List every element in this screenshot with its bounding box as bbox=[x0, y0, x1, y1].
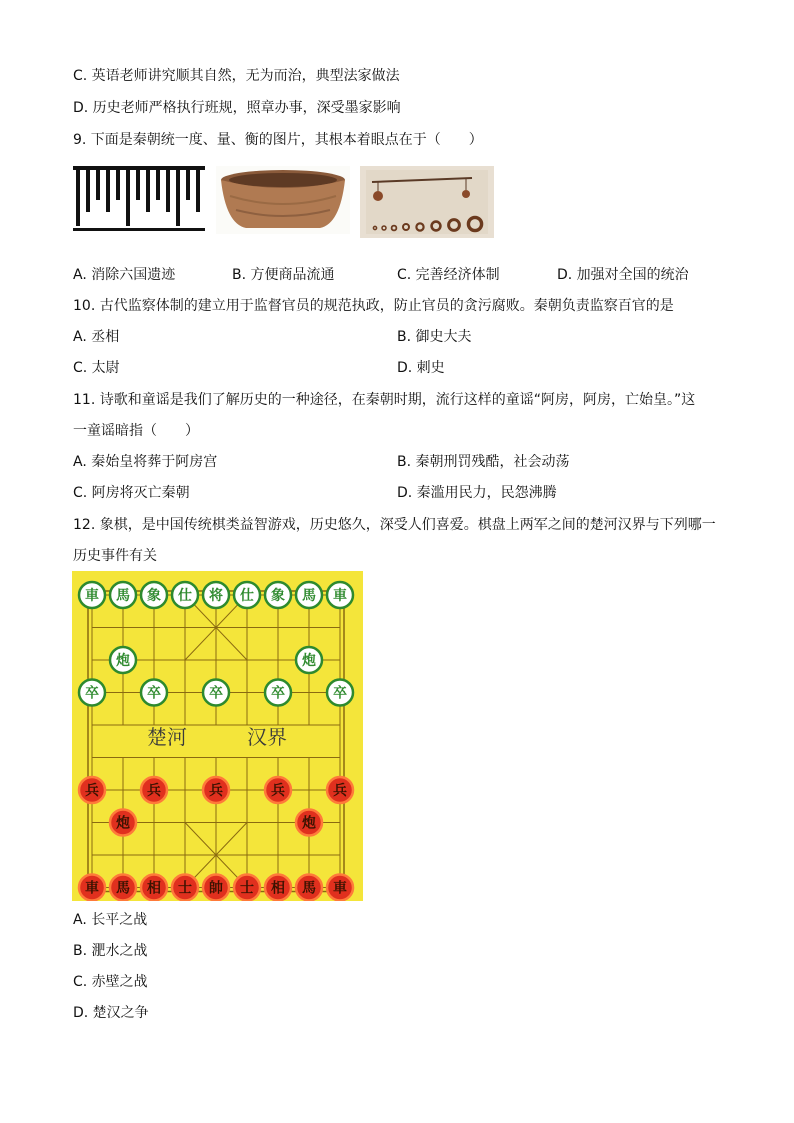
svg-text:卒: 卒 bbox=[271, 685, 285, 702]
q12-option-c: C. 赤壁之战 bbox=[73, 974, 148, 990]
green-piece bbox=[265, 582, 291, 608]
ruler-image bbox=[73, 166, 207, 234]
svg-text:将: 将 bbox=[209, 588, 223, 604]
red-piece bbox=[110, 810, 136, 836]
red-piece bbox=[203, 875, 229, 901]
green-piece bbox=[296, 582, 322, 608]
svg-text:馬: 馬 bbox=[302, 588, 316, 604]
svg-text:車: 車 bbox=[85, 588, 99, 604]
svg-text:帥: 帥 bbox=[209, 880, 223, 897]
green-piece bbox=[296, 647, 322, 673]
svg-text:相: 相 bbox=[147, 880, 161, 897]
green-piece bbox=[79, 582, 105, 608]
svg-text:仕: 仕 bbox=[240, 588, 254, 604]
question-12-line2: 历史事件有关 bbox=[73, 548, 157, 564]
svg-text:卒: 卒 bbox=[147, 685, 161, 702]
q11-option-b: B. 秦朝刑罚残酷，社会动荡 bbox=[397, 454, 570, 470]
green-piece bbox=[265, 680, 291, 706]
svg-text:炮: 炮 bbox=[116, 815, 130, 832]
q12-option-d: D. 楚汉之争 bbox=[73, 1005, 149, 1021]
svg-text:炮: 炮 bbox=[116, 653, 130, 669]
steelyard-weights-image bbox=[360, 166, 494, 238]
red-piece bbox=[141, 875, 167, 901]
q10-option-c: C. 太尉 bbox=[73, 360, 120, 376]
red-piece bbox=[327, 875, 353, 901]
q11-option-a: A. 秦始皇将葬于阿房宫 bbox=[73, 454, 218, 470]
green-piece bbox=[234, 582, 260, 608]
svg-text:馬: 馬 bbox=[116, 588, 130, 604]
red-piece bbox=[79, 875, 105, 901]
option-c-text: C. 英语老师讲究顺其自然，无为而治，典型法家做法 bbox=[73, 68, 400, 84]
green-piece bbox=[79, 680, 105, 706]
board-background bbox=[72, 571, 363, 901]
svg-text:車: 車 bbox=[85, 880, 99, 897]
q12-option-a: A. 长平之战 bbox=[73, 912, 148, 928]
svg-text:馬: 馬 bbox=[116, 880, 130, 897]
svg-text:兵: 兵 bbox=[333, 783, 347, 799]
q9-option-d: D. 加强对全国的统治 bbox=[557, 267, 689, 283]
svg-text:馬: 馬 bbox=[302, 880, 316, 897]
svg-text:卒: 卒 bbox=[85, 685, 99, 702]
q9-option-b: B. 方便商品流通 bbox=[232, 267, 335, 283]
red-piece bbox=[172, 875, 198, 901]
svg-text:象: 象 bbox=[147, 588, 161, 604]
green-piece bbox=[203, 680, 229, 706]
svg-text:兵: 兵 bbox=[85, 783, 99, 799]
q10-option-d: D. 刺史 bbox=[397, 360, 445, 376]
river-label-han-jie: 汉界 bbox=[247, 725, 287, 749]
red-piece bbox=[265, 777, 291, 803]
svg-text:士: 士 bbox=[240, 880, 254, 897]
option-d-text: D. 历史老师严格执行班规，照章办事，深受墨家影响 bbox=[73, 100, 401, 116]
svg-text:炮: 炮 bbox=[302, 815, 316, 832]
xiangqi-board-image bbox=[72, 571, 363, 901]
q12-option-b: B. 淝水之战 bbox=[73, 943, 148, 959]
red-piece bbox=[234, 875, 260, 901]
svg-text:相: 相 bbox=[271, 880, 285, 897]
question-12-line1: 12. 象棋，是中国传统棋类益智游戏，历史悠久，深受人们喜爱。棋盘上两军之间的楚河汉界与下列哪一 bbox=[73, 517, 716, 533]
svg-text:炮: 炮 bbox=[302, 653, 316, 669]
green-piece bbox=[172, 582, 198, 608]
svg-text:象: 象 bbox=[271, 588, 285, 604]
red-piece bbox=[265, 875, 291, 901]
green-piece bbox=[110, 582, 136, 608]
green-piece bbox=[141, 680, 167, 706]
question-11-line2: 一童谣暗指（ ） bbox=[73, 423, 199, 439]
green-piece bbox=[110, 647, 136, 673]
question-11-line1: 11. 诗歌和童谣是我们了解历史的一种途径，在秦朝时期，流行这样的童谣“阿房，阿房，亡始皇。”这 bbox=[73, 392, 696, 408]
q11-option-d: D. 秦滥用民力，民怨沸腾 bbox=[397, 485, 557, 501]
green-piece bbox=[327, 582, 353, 608]
red-piece bbox=[296, 875, 322, 901]
svg-text:車: 車 bbox=[333, 880, 347, 897]
svg-text:卒: 卒 bbox=[333, 685, 347, 702]
q11-option-c: C. 阿房将灭亡秦朝 bbox=[73, 485, 190, 501]
q9-option-c: C. 完善经济体制 bbox=[397, 267, 500, 283]
svg-text:士: 士 bbox=[178, 880, 192, 897]
svg-text:兵: 兵 bbox=[271, 783, 285, 799]
green-piece bbox=[203, 582, 229, 608]
q10-option-b: B. 御史大夫 bbox=[397, 329, 472, 345]
green-piece bbox=[141, 582, 167, 608]
red-piece bbox=[203, 777, 229, 803]
q9-option-a: A. 消除六国遗迹 bbox=[73, 267, 176, 283]
question-9: 9. 下面是秦朝统一度、量、衡的图片，其根本着眼点在于（ ） bbox=[73, 132, 483, 148]
red-piece bbox=[110, 875, 136, 901]
svg-text:卒: 卒 bbox=[209, 685, 223, 702]
svg-text:兵: 兵 bbox=[147, 783, 161, 799]
red-piece bbox=[141, 777, 167, 803]
svg-text:兵: 兵 bbox=[209, 783, 223, 799]
river-label-chu-he: 楚河 bbox=[147, 725, 187, 749]
red-piece bbox=[79, 777, 105, 803]
green-piece bbox=[327, 680, 353, 706]
question-10: 10. 古代监察体制的建立用于监督官员的规范执政，防止官员的贪污腐败。秦朝负责监察百官的是 bbox=[73, 298, 674, 314]
red-piece bbox=[327, 777, 353, 803]
red-piece bbox=[296, 810, 322, 836]
q10-option-a: A. 丞相 bbox=[73, 329, 120, 345]
svg-text:車: 車 bbox=[333, 588, 347, 604]
svg-text:仕: 仕 bbox=[178, 588, 192, 604]
measuring-vessel-image bbox=[216, 166, 350, 234]
